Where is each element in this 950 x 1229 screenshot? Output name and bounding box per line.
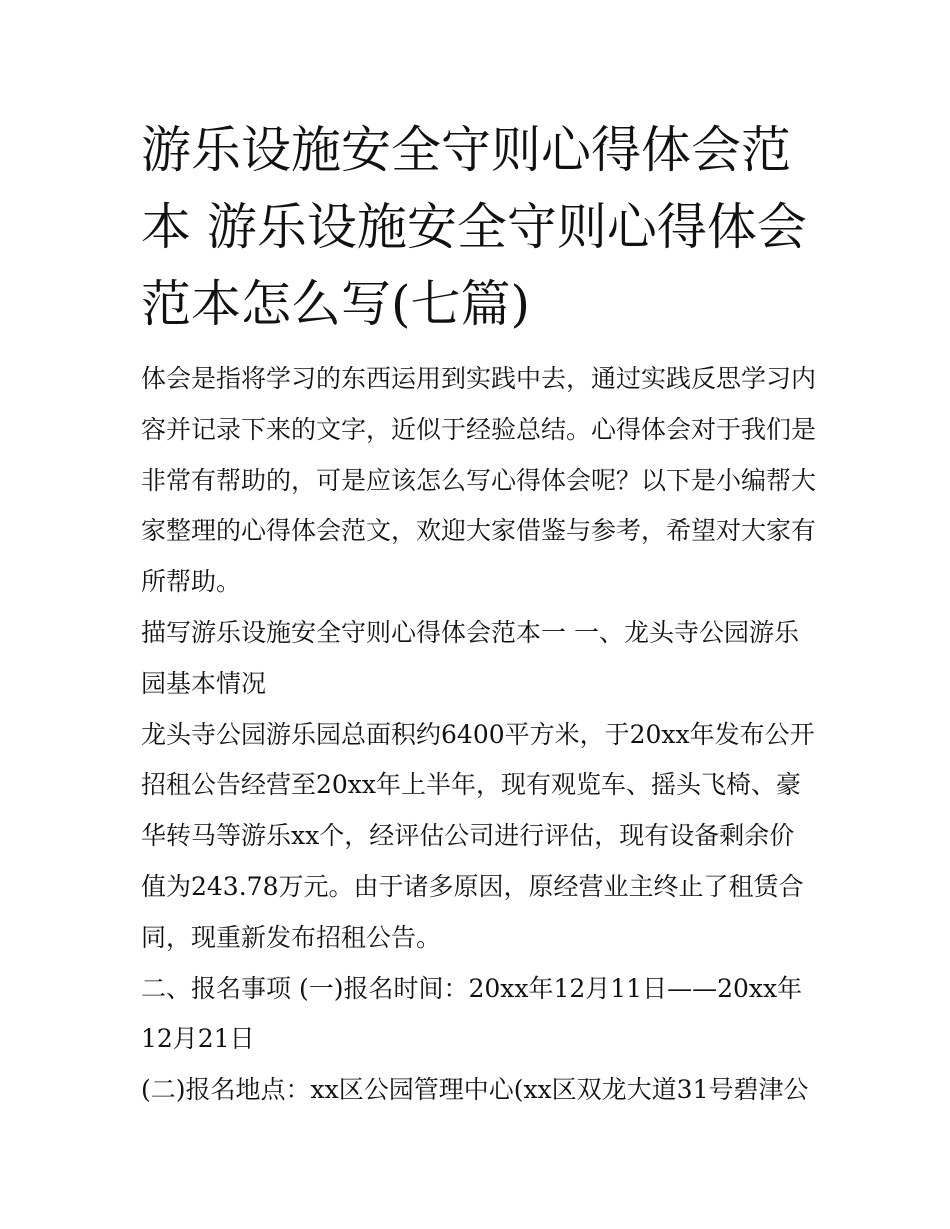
- paragraph-park-overview: 龙头寺公园游乐园总面积约6400平方米，于20xx年发布公开招租公告经营至20xx年上半年，现有观览车、摇头飞椅、豪华转马等游乐xx个，经评估公司进行评估，现有设备剩余价值为243.78万元。由于诸多原因，原经营业主终止了租赁合同，现重新发布招租公告。: [141, 719, 815, 952]
- paragraph-intro: 体会是指将学习的东西运用到实践中去，通过实践反思学习内容并记录下来的文字，近似于经验总结。心得体会对于我们是非常有帮助的，可是应该怎么写心得体会呢？以下是小编帮大家整理的心得体会范文，欢迎大家借鉴与参考，希望对大家有所帮助。: [141, 364, 817, 597]
- paragraph-registration-location: (二)报名地点：xx区公园管理中心(xx区双龙大道31号碧津公: [141, 1075, 809, 1105]
- document-body: [141, 354, 816, 1116]
- paragraph-registration-time: 二、报名事项 (一)报名时间：20xx年12月11日——20xx年12月21日: [141, 973, 803, 1054]
- paragraph-section-one-heading: 描写游乐设施安全守则心得体会范本一 一、龙头寺公园游乐园基本情况: [141, 617, 799, 698]
- document-content: [141, 112, 816, 1116]
- document-title: 游乐设施安全守则心得体会范本 游乐设施安全守则心得体会范本怎么写(七篇): [141, 121, 807, 333]
